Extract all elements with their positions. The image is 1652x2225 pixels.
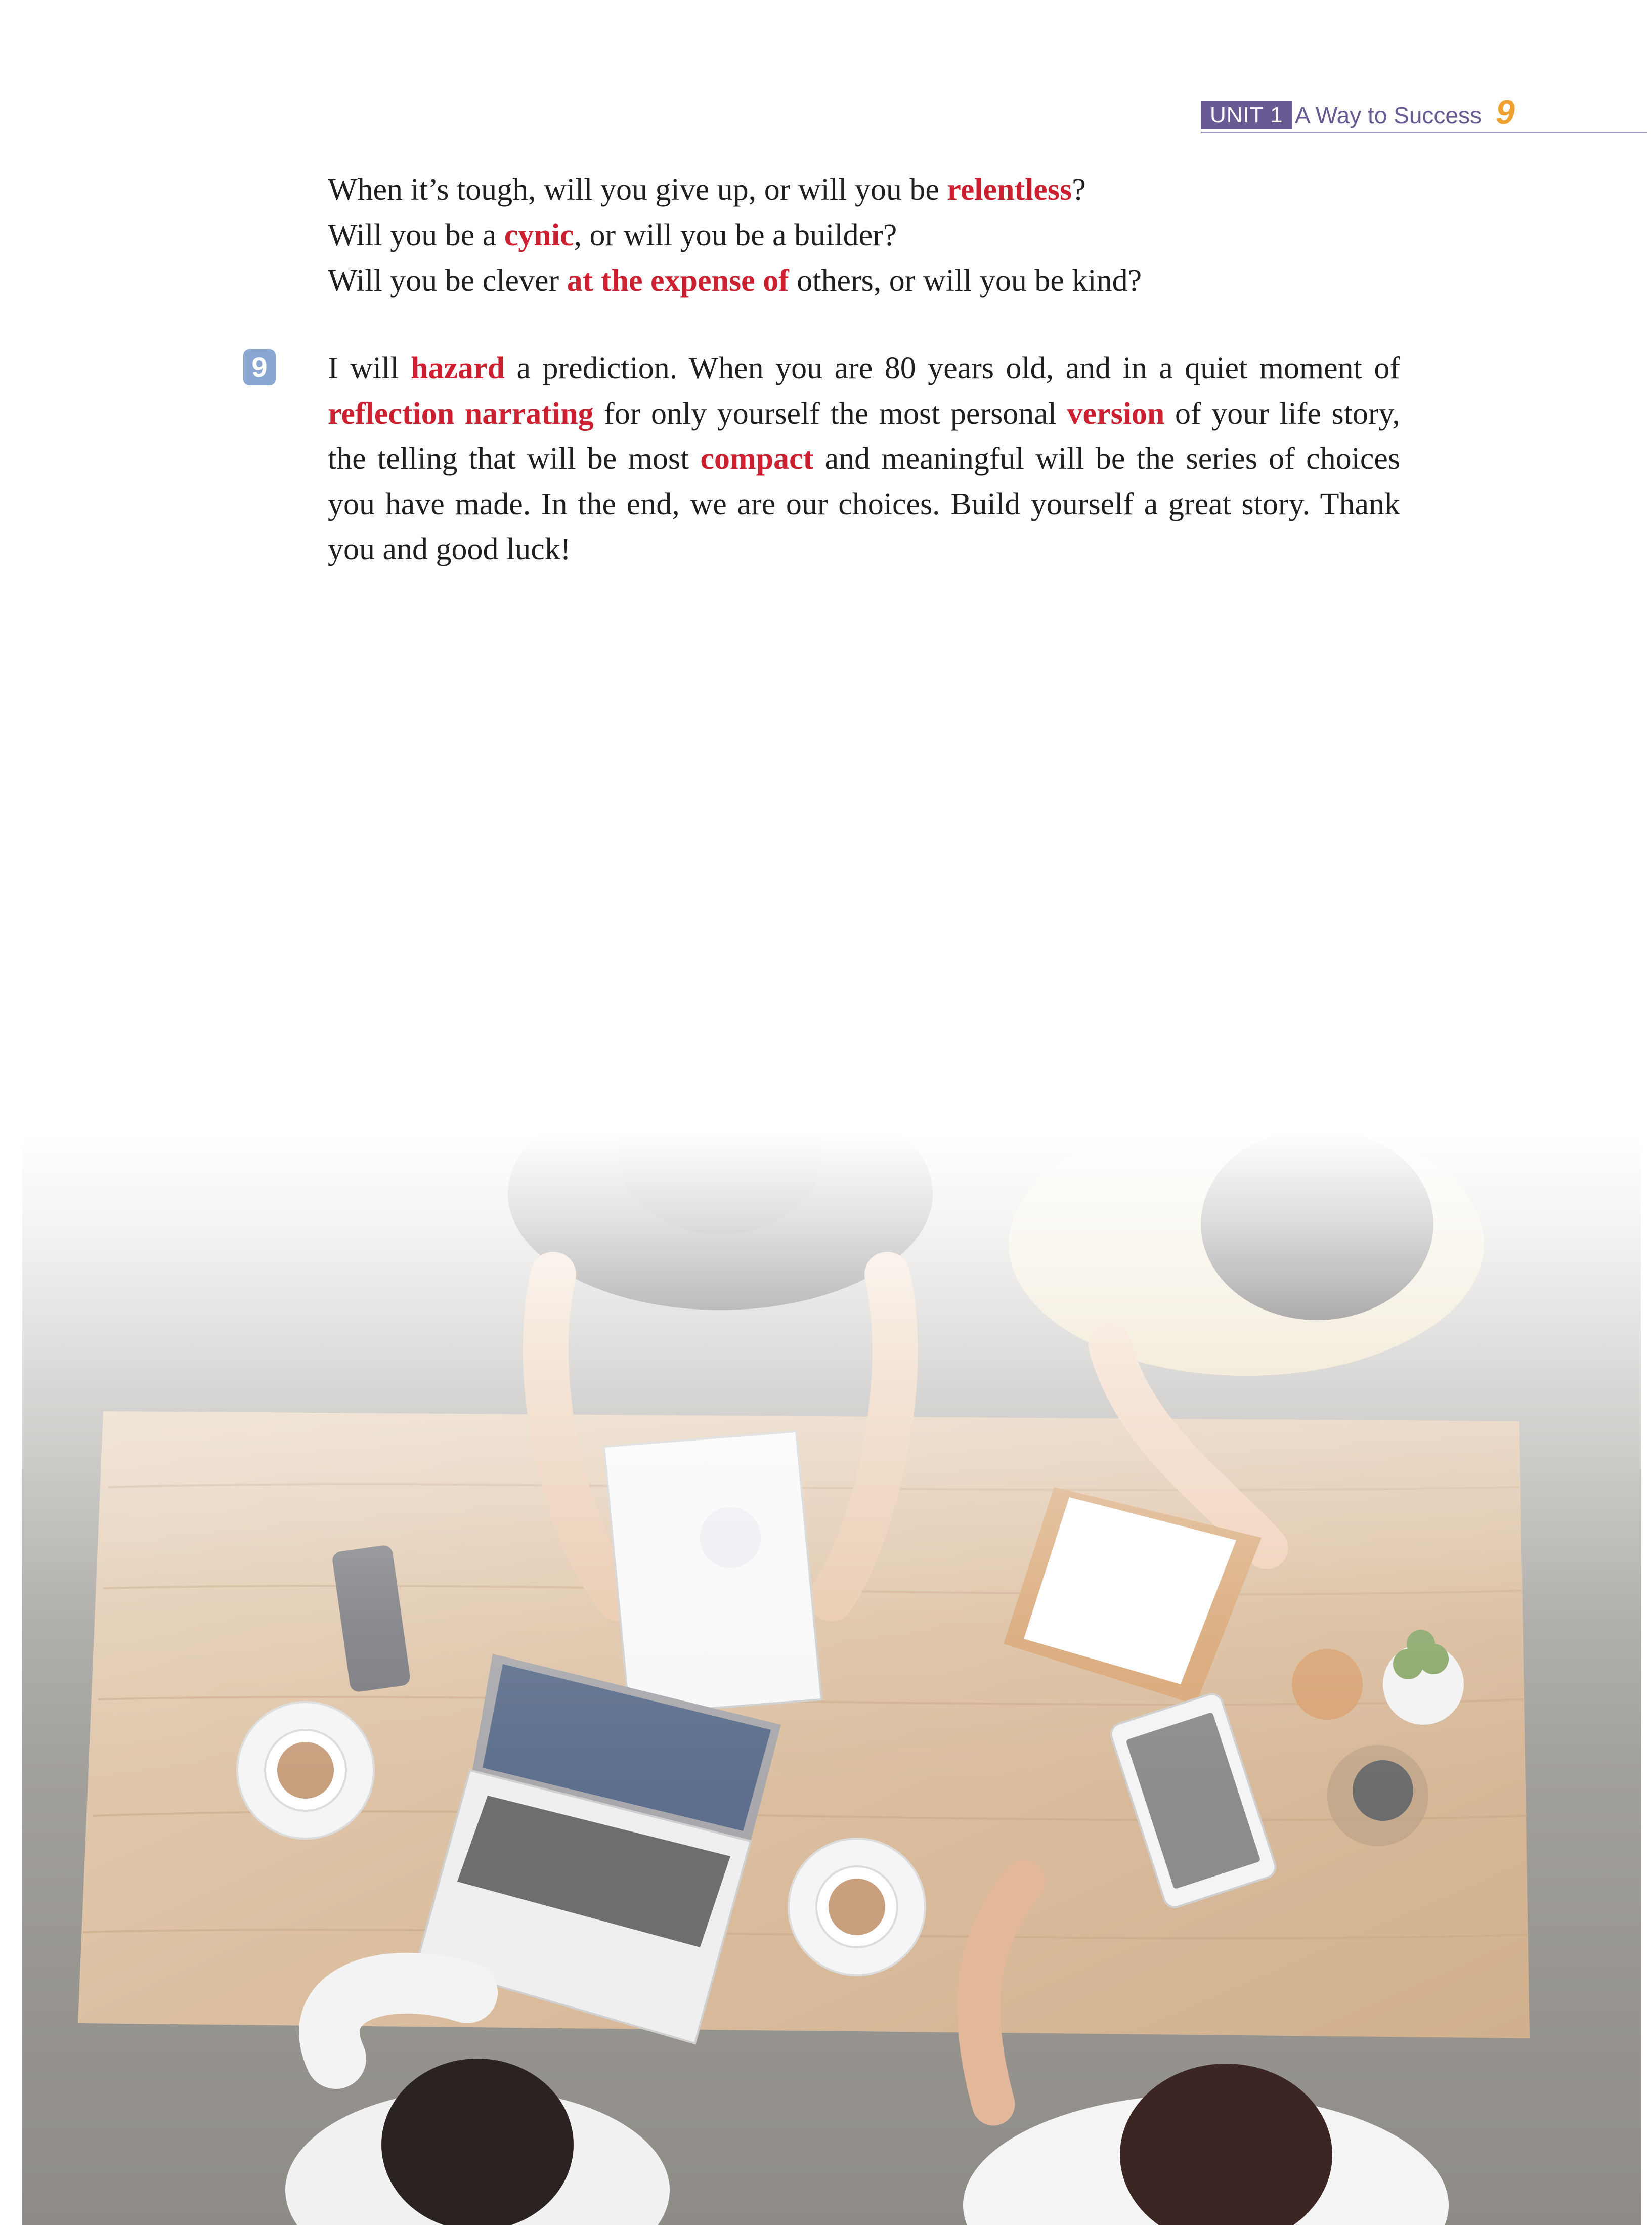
header-rule bbox=[1201, 132, 1647, 133]
para-text-2: a prediction. When you are 80 years old, and in a quiet moment of bbox=[505, 351, 1400, 385]
poem-line-2-text: Will you be a bbox=[328, 218, 504, 252]
para-text-5: and meaningful will be the series of choices you have made. In the end, we are our choices. Build yourself a great story. Thank you and good luck! bbox=[328, 442, 1400, 566]
vocab-reflection-narrating: reflection narrating bbox=[328, 396, 594, 431]
unit-title: A Way to Success bbox=[1295, 102, 1482, 128]
vocab-relentless: relentless bbox=[947, 172, 1072, 207]
poem-line-1 bbox=[328, 167, 1086, 212]
poem-line-1-end: ? bbox=[1072, 172, 1086, 207]
unit-badge: UNIT 1 bbox=[1201, 101, 1292, 129]
poem-line-2-end: , or will you be a builder? bbox=[574, 218, 897, 252]
poem-line-1-text: When it’s tough, will you give up, or will you be bbox=[328, 172, 947, 207]
para-text-1: I will bbox=[328, 351, 411, 385]
paragraph-9 bbox=[328, 346, 1400, 573]
poem-line-3 bbox=[328, 258, 1142, 303]
para-text-3: for only yourself the most personal bbox=[593, 396, 1067, 431]
page-header bbox=[1201, 94, 1647, 133]
poem-line-3-text: Will you be clever bbox=[328, 264, 567, 298]
vocab-cynic: cynic bbox=[504, 218, 574, 252]
vocab-hazard: hazard bbox=[411, 351, 505, 385]
para-text-4: of your life story, the telling that will be most bbox=[328, 396, 1400, 476]
vocab-at-the-expense-of: at the expense of bbox=[567, 264, 789, 298]
poem-line-2 bbox=[328, 212, 897, 258]
people-at-table-photo bbox=[22, 1133, 1641, 2225]
page-number: 9 bbox=[1496, 93, 1515, 132]
vocab-compact: compact bbox=[700, 442, 814, 476]
vocab-version: version bbox=[1067, 396, 1165, 431]
poem-line-3-end: others, or will you be kind? bbox=[789, 264, 1142, 298]
paragraph-number-badge: 9 bbox=[243, 349, 276, 385]
